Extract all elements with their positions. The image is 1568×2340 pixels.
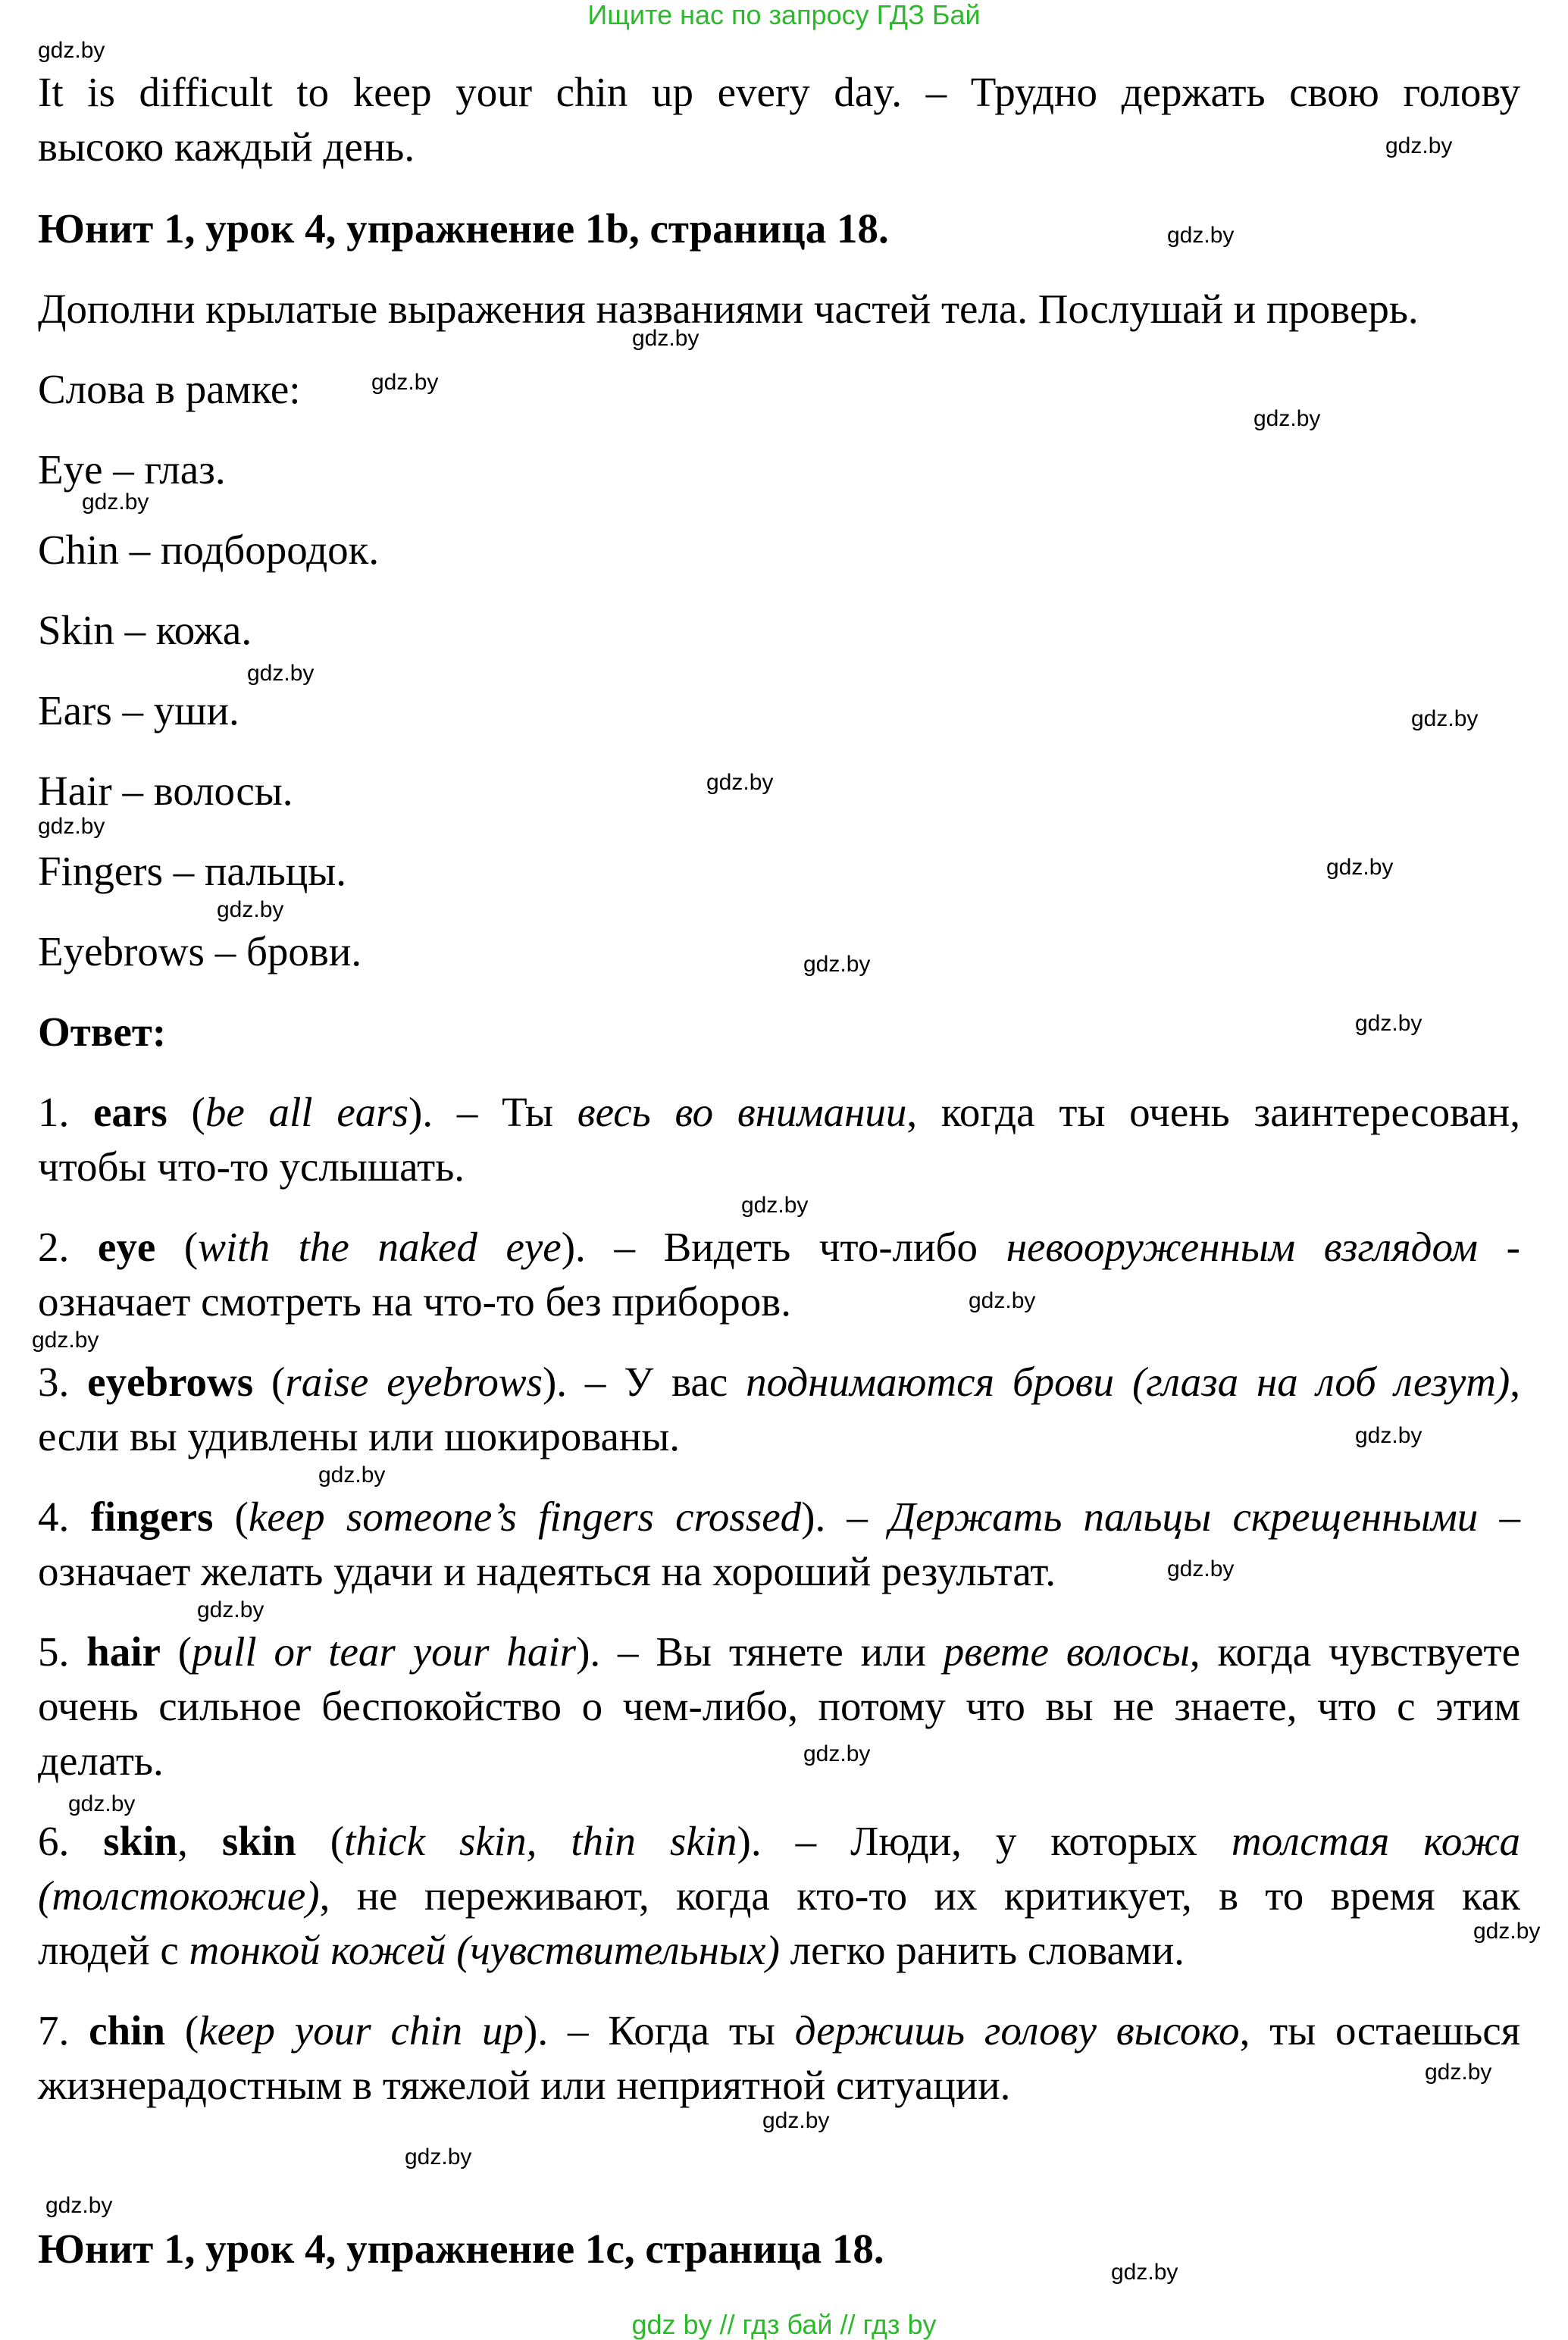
intro-line-1: It is difficult to keep your chin up every day. – Трудно держать свою голову [38, 69, 1520, 115]
word-item: Eyebrows – брови. [38, 928, 362, 974]
watermark: gdz.by [405, 2144, 472, 2170]
answer-6-line-2: (толстокожие), не переживают, когда кто-то их критикует, в то время как [38, 1872, 1520, 1919]
watermark: gdz.by [741, 1193, 809, 1218]
watermark: gdz.by [1167, 223, 1235, 248]
watermark: gdz.by [217, 897, 284, 922]
answer-2-line-1: 2. eye (with the naked eye). – Видеть что-либо невооруженным взглядом - [38, 1224, 1520, 1270]
word-item: Skin – кожа. [38, 607, 252, 653]
answer-7-line-1: 7. chin (keep your chin up). – Когда ты держишь голову высоко, ты остаешься [38, 2007, 1520, 2054]
watermark: gdz.by [318, 1462, 386, 1488]
watermark: gdz.by [1473, 1919, 1541, 1944]
watermark: gdz.by [247, 661, 315, 686]
answer-5-line-2: очень сильное беспокойство о чем-либо, потому что вы не знаете, что с этим [38, 1683, 1520, 1729]
task-text: Дополни крылатые выражения названиями частей тела. Послушай и проверь. [38, 286, 1419, 332]
watermark: gdz.by [1253, 406, 1321, 431]
box-label: Слова в рамке: [38, 366, 301, 412]
answer-label: Ответ: [38, 1009, 167, 1055]
watermark: gdz.by [803, 952, 871, 977]
watermark: gdz.by [38, 814, 105, 839]
section-heading-1b: Юнит 1, урок 4, упражнение 1b, страница 18. [38, 205, 889, 252]
watermark: gdz.by [1355, 1423, 1422, 1448]
watermark: gdz.by [803, 1741, 871, 1766]
section-heading-1c: Юнит 1, урок 4, упражнение 1c, страница 18. [38, 2226, 884, 2272]
watermark: gdz.by [1385, 133, 1453, 158]
answer-5-line-1: 5. hair (pull or tear your hair). – Вы тянете или рвете волосы, когда чувствуете [38, 1628, 1521, 1675]
answer-3-line-2: если вы удивлены или шокированы. [38, 1413, 681, 1459]
answer-6-line-3: людей с тонкой кожей (чувствительных) легко ранить словами. [38, 1927, 1185, 1973]
site-footer[interactable]: gdz by // гдз бай // гдз by [631, 2309, 937, 2340]
watermark: gdz.by [38, 38, 105, 63]
answer-1-line-2: чтобы что-то услышать. [38, 1143, 465, 1190]
watermark: gdz.by [632, 326, 699, 351]
watermark: gdz.by [197, 1597, 264, 1622]
word-item: Eye – глаз. [38, 446, 226, 493]
watermark: gdz.by [706, 770, 774, 795]
answer-2-line-2: означает смотреть на что-то без приборов. [38, 1278, 791, 1325]
word-item: Hair – волосы. [38, 768, 293, 814]
watermark: gdz.by [32, 1328, 99, 1353]
watermark: gdz.by [1111, 2260, 1178, 2285]
answer-4-line-2: означает желать удачи и надеяться на хороший результат. [38, 1548, 1056, 1594]
watermark: gdz.by [1355, 1011, 1422, 1036]
answer-6-line-1: 6. skin, skin (thick skin, thin skin). – Люди, у которых толстая кожа [38, 1818, 1520, 1864]
site-banner[interactable]: Ищите нас по запросу ГДЗ Бай [587, 0, 981, 30]
word-item: Chin – подбородок. [38, 527, 380, 573]
intro-line-2: высоко каждый день. [38, 124, 415, 170]
watermark: gdz.by [82, 490, 149, 515]
answer-1-line-1: 1. ears (be all ears). – Ты весь во внимании, когда ты очень заинтересован, [38, 1089, 1520, 1135]
word-item: Ears – уши. [38, 687, 239, 734]
answer-7-line-2: жизнерадостным в тяжелой или неприятной ситуации. [38, 2062, 1011, 2108]
watermark: gdz.by [1411, 706, 1479, 731]
watermark: gdz.by [371, 370, 439, 395]
watermark: gdz.by [1167, 1556, 1235, 1581]
watermark: gdz.by [762, 2108, 830, 2133]
watermark: gdz.by [969, 1288, 1036, 1313]
word-item: Fingers – пальцы. [38, 848, 346, 894]
answer-4-line-1: 4. fingers (keep someone’s fingers crossed). – Держать пальцы скрещенными – [38, 1494, 1521, 1540]
answer-3-line-1: 3. eyebrows (raise eyebrows). – У вас поднимаются брови (глаза на лоб лезут), [38, 1359, 1521, 1405]
answer-5-line-3: делать. [38, 1738, 164, 1784]
watermark: gdz.by [68, 1791, 136, 1816]
watermark: gdz.by [45, 2193, 113, 2218]
watermark: gdz.by [1425, 2060, 1492, 2085]
watermark: gdz.by [1326, 855, 1394, 880]
